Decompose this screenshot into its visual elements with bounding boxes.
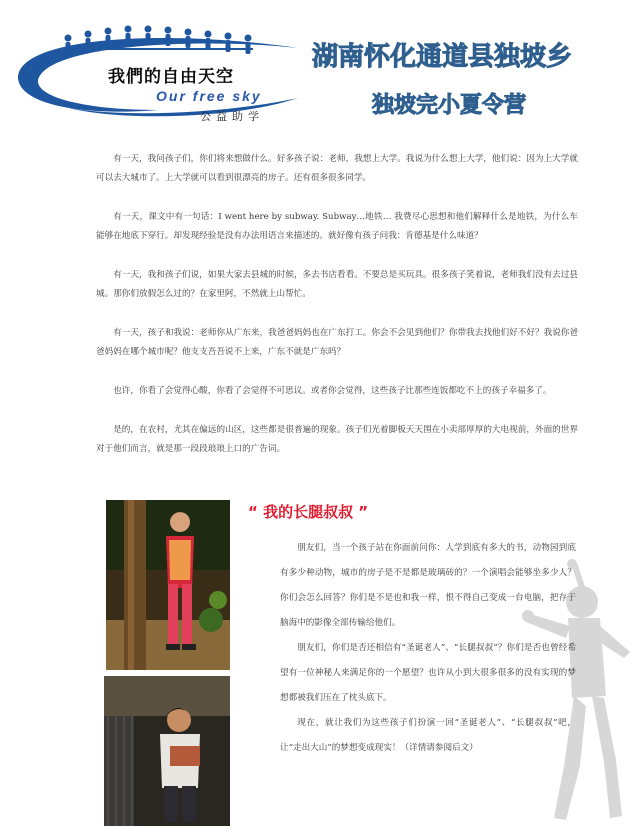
logo-tagline: 公益助学	[200, 110, 264, 123]
paragraph: 现在，就让我们为这些孩子们扮演一回“圣诞老人”、“长腿叔叔”吧，让“走出大山”的梦想变成现实！（详情请参阅后文）	[280, 718, 576, 753]
section-heading: “ 我的长腿叔叔 ”	[248, 503, 369, 521]
page-title: 湖南怀化通道县独坡乡	[312, 42, 573, 72]
paragraph: 朋友们，你们是否还相信有“圣诞老人”、“长腿叔叔”？你们是否也曾经希望有一位神秘人来满足你的一个愿望？也许从小到大很多很多的没有实现的梦想都被我们压在了枕头底下。	[280, 643, 576, 703]
paragraph: 也许，你看了会觉得心酸，你看了会觉得不可思议。或者你会觉得，这些孩子比那些连饭都吃不上的孩子幸福多了。	[113, 386, 552, 396]
page-subtitle: 独坡完小夏令营	[372, 93, 527, 118]
paragraph: 有一天，我问孩子们，你们将来想做什么。好多孩子说：老师，我想上大学。我说为什么想上大学，他们说：因为上大学就可以去大城市了。上大学就可以看到很漂亮的房子。还有很多很多同学。	[96, 154, 578, 183]
intro-text	[96, 150, 578, 479]
logo-english-text: Our free sky	[156, 88, 262, 104]
child-photo-girl	[106, 500, 230, 670]
paragraph: 朋友们，当一个孩子站在你面前问你：人学到底有多大的书，动物园到底有多少种动物，城市的房子是不是都是玻璃砖的？一个演唱会能够坐多少人？你们会怎么回答？你们是不是也和我一样，恨不得自己变成一台电脑，把存于脑海中的影像全部传输给他们。	[280, 543, 576, 628]
paragraph: 是的，在农村，尤其在偏远的山区，这些都是很普遍的现象。孩子们光着脚板天天围在小卖部厚厚的大电视前，外面的世界对于他们而言，就是那一段段琅琅上口的广告词。	[96, 425, 578, 454]
paragraph: 有一天，孩子和我说：老师你从广东来，我爸爸妈妈也在广东打工。你会不会见到他们？你带我去找他们好不好？我说你爸爸妈妈在哪个城市呢？他支支吾吾说不上来，广东不就是广东吗？	[96, 328, 578, 357]
logo	[8, 18, 308, 128]
logo-chinese-text: 我們的自由天空	[108, 67, 234, 87]
child-photo-boy	[104, 676, 230, 826]
section-text	[280, 536, 576, 761]
paragraph: 有一天，我和孩子们说，如果大家去县城的时候，多去书店看看。不要总是买玩具。很多孩子笑着说，老师我们没有去过县城。那你们放假怎么过的？在家里阿，不然就上山帮忙。	[96, 270, 578, 299]
paragraph: 有一天，课文中有一句话：I went here by subway. Subway…地铁… 我费尽心思想和他们解释什么是地铁，为什么车能够在地底下穿行。却发现经验是没有办法用语言来描述的。就好像有孩子问我：肯德基是什么味道？	[96, 212, 578, 241]
